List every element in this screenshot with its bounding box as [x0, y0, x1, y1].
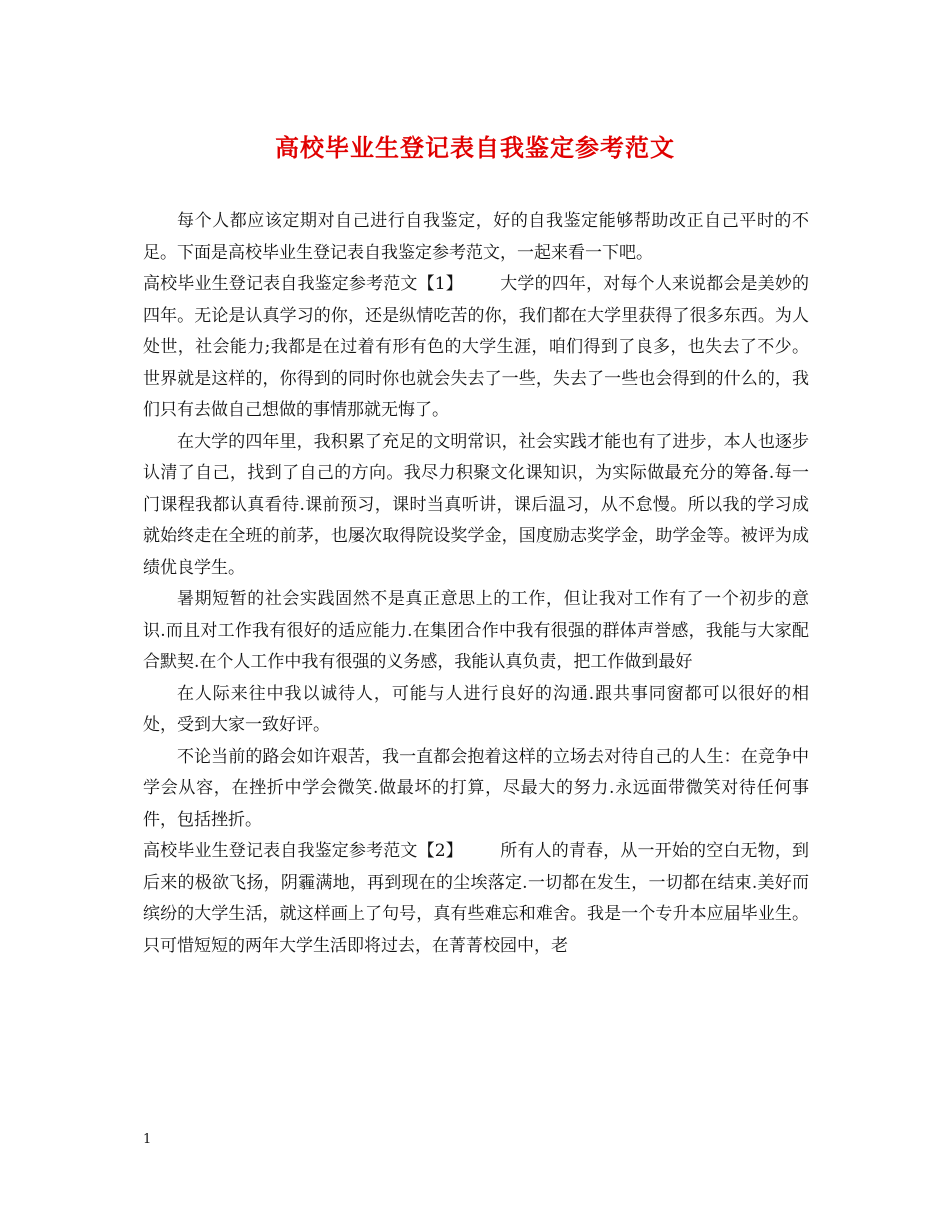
section-1-paragraph-1: 在大学的四年里，我积累了充足的文明常识，社会实践才能也有了进步，本人也逐步认清了自己，找到了自己的方向。我尽力积聚文化课知识，为实际做最充分的筹备.每一门课程我都认真看待.课前预习，课时当真听讲，课后温习，从不怠慢。所以我的学习成就始终走在全班的前茅，也屡次取得院设奖学金，国度励志奖学金，助学金等。被评为成绩优良学生。	[143, 431, 809, 578]
document-title: 高校毕业生登记表自我鉴定参考范文	[275, 133, 675, 162]
section-1-paragraph-3: 在人际来往中我以诚待人，可能与人进行良好的沟通.跟共事同窗都可以很好的相处，受到大家一致好评。	[143, 683, 809, 735]
intro-paragraph: 每个人都应该定期对自己进行自我鉴定，好的自我鉴定能够帮助改正自己平时的不足。下面是高校毕业生登记表自我鉴定参考范文，一起来看一下吧。	[143, 211, 809, 263]
section-1-paragraph-4: 不论当前的路会如许艰苦，我一直都会抱着这样的立场去对待自己的人生：在竞争中学会从容，在挫折中学会微笑.做最坏的打算，尽最大的努力.永远面带微笑对待任何事件，包括挫折。	[143, 746, 809, 830]
section-2-heading: 高校毕业生登记表自我鉴定参考范文【2】	[143, 841, 463, 861]
section-1-lead: 大学的四年，对每个人来说都会是美妙的四年。无论是认真学习的你，还是纵情吃苦的你，我们都在大学里获得了很多东西。为人处世，社会能力;我都是在过着有形有色的大学生涯，咱们得到了良多，也失去了不少。世界就是这样的，你得到的同时你也就会失去了一些，失去了一些也会得到的什么的，我们只有去做自己想做的事情那就无悔了。	[143, 274, 809, 420]
page-number: 1	[143, 1132, 152, 1147]
section-2	[143, 836, 809, 962]
section-1	[143, 269, 809, 427]
section-1-paragraph-2: 暑期短暂的社会实践固然不是真正意思上的工作，但让我对工作有了一个初步的意识.而且对工作我有很好的适应能力.在集团合作中我有很强的群体声誉感，我能与大家配合默契.在个人工作中我有很强的义务感，我能认真负责，把工作做到最好	[143, 589, 809, 672]
section-1-heading: 高校毕业生登记表自我鉴定参考范文【1】	[143, 274, 463, 294]
section-2-lead: 所有人的青春，从一开始的空白无物，到后来的极欲飞扬，阴霾满地，再到现在的尘埃落定.一切都在发生，一切都在结束.美好而缤纷的大学生活，就这样画上了句号，真有些难忘和难舍。我是一个专升本应届毕业生。只可惜短短的两年大学生活即将过去，在菁菁校园中，老	[143, 841, 809, 956]
document-body	[143, 206, 809, 962]
